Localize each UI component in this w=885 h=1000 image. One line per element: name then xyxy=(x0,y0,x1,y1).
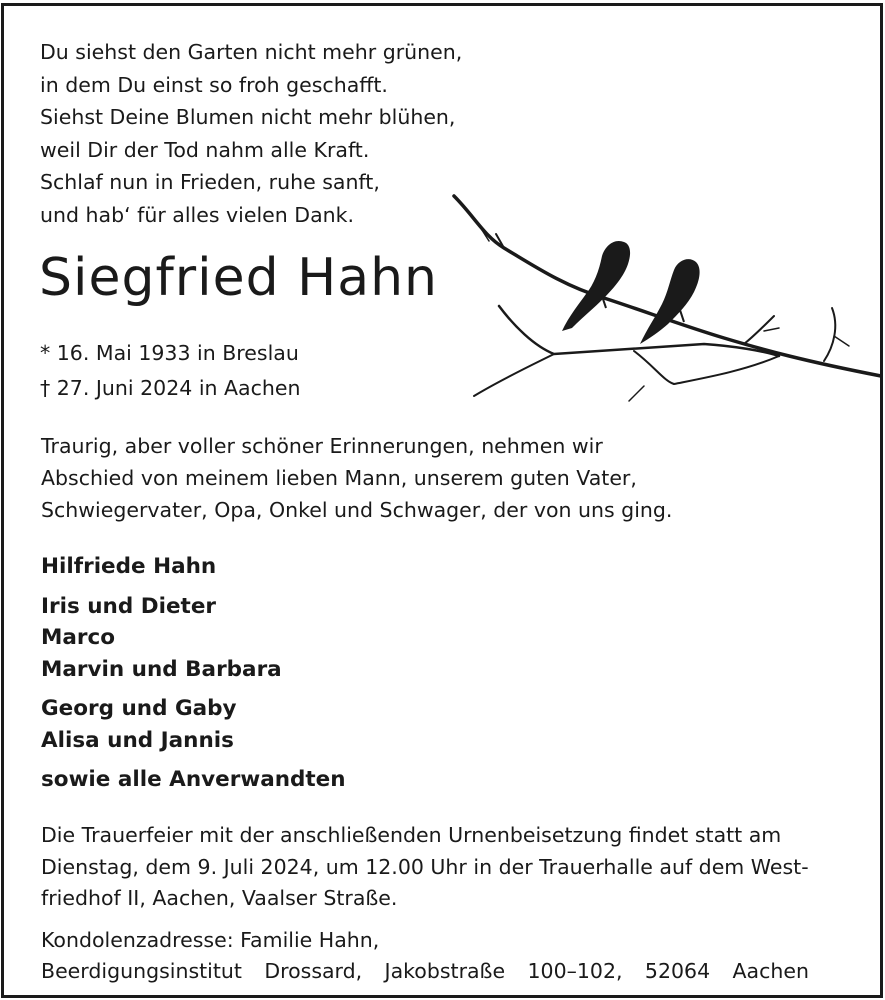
birth-date: * 16. Mai 1933 in Breslau xyxy=(40,341,299,365)
address-word: Beerdigungsinstitut xyxy=(41,959,242,983)
poem-line: weil Dir der Tod nahm alle Kraft. xyxy=(40,137,370,162)
service-line: friedhof II, Aachen, Vaalser Straße. xyxy=(41,886,398,910)
poem-line: Du siehst den Garten nicht mehr grünen, xyxy=(40,40,463,64)
family-member: Georg und Gaby xyxy=(41,696,237,721)
service-line: Die Trauerfeier mit der anschließenden Urnenbeisetzung findet statt am xyxy=(41,823,782,847)
farewell-line: Schwiegervater, Opa, Onkel und Schwager, der von uns ging. xyxy=(41,498,673,522)
poem-line: und hab‘ für alles vielen Dank. xyxy=(40,202,355,227)
farewell-line: Abschied von meinem lieben Mann, unserem guten Vater, xyxy=(41,466,637,490)
family-member: Marco xyxy=(41,625,116,650)
poem-line: in dem Du einst so froh geschafft. xyxy=(40,72,388,97)
poem-line: Schlaf nun in Frieden, ruhe sanft, xyxy=(40,170,380,194)
family-member: sowie alle Anverwandten xyxy=(41,767,346,792)
condolence-address xyxy=(41,956,809,988)
farewell-text xyxy=(41,430,672,526)
address-word: 52064 xyxy=(644,959,711,983)
family-list xyxy=(41,551,346,796)
poem xyxy=(40,36,462,231)
service-line: Dienstag, dem 9. Juli 2024, um 12.00 Uhr in der Trauerhalle auf dem West- xyxy=(41,854,809,879)
condolence-label: Kondolenzadresse: Familie Hahn, xyxy=(41,927,380,952)
birds-on-branch-icon xyxy=(444,186,884,416)
farewell-line: Traurig, aber voller schöner Erinnerungen, nehmen wir xyxy=(41,434,603,458)
death-date: † 27. Juni 2024 in Aachen xyxy=(40,376,301,400)
life-dates xyxy=(40,336,300,406)
poem-line: Siehst Deine Blumen nicht mehr blühen, xyxy=(40,105,456,129)
address-word: 100–102, xyxy=(527,959,623,983)
obituary-notice xyxy=(1,3,883,998)
address-word: Jakobstraße xyxy=(384,959,506,983)
family-member: Iris und Dieter xyxy=(41,593,217,619)
address-word: Aachen xyxy=(732,959,809,983)
deceased-name: Siegfried Hahn xyxy=(39,248,438,308)
family-member: Alisa und Jannis xyxy=(41,727,234,753)
family-member: Hilfriede Hahn xyxy=(41,554,217,579)
service-info xyxy=(41,820,809,988)
address-word: Drossard, xyxy=(264,959,363,983)
family-member: Marvin und Barbara xyxy=(41,656,282,682)
